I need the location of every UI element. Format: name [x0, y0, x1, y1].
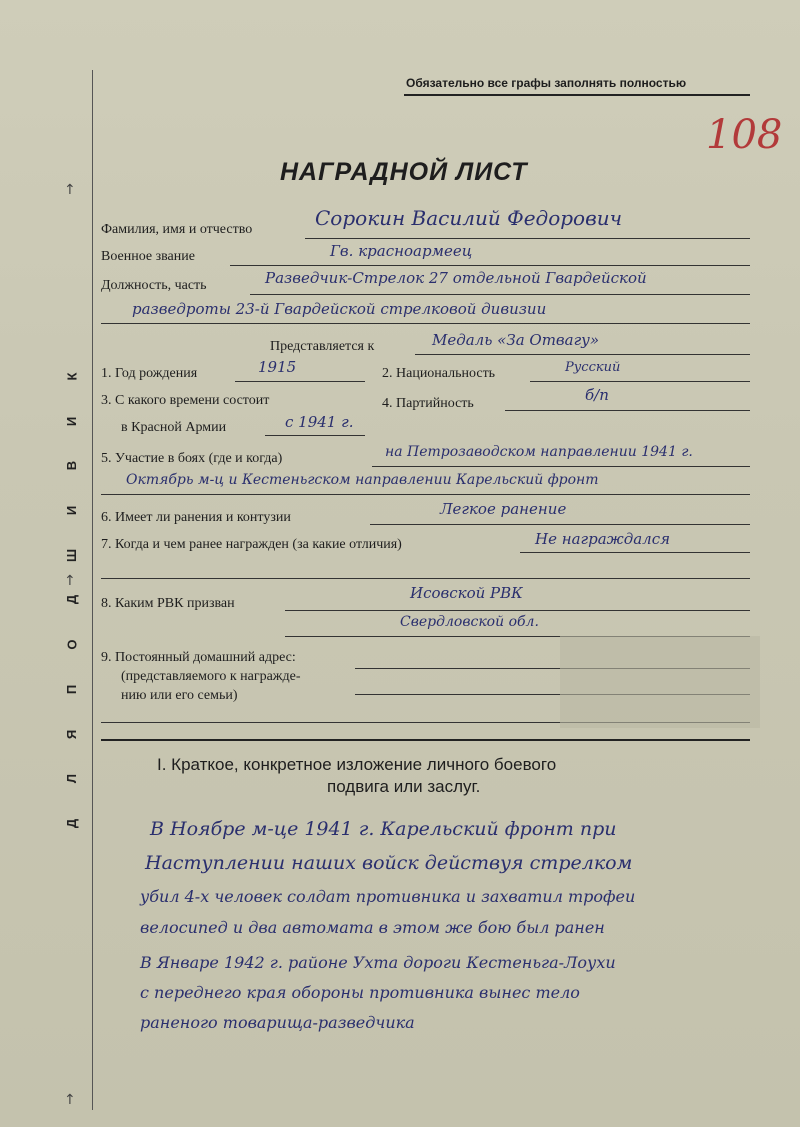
page-title: НАГРАДНОЙ ЛИСТ [280, 158, 528, 186]
battles-value-1: на Петрозаводском направлении 1941 г. [385, 444, 693, 460]
sheet-number: 108 [706, 112, 783, 158]
redacted-area [560, 636, 760, 728]
side-letter: П [64, 684, 80, 694]
narrative-line: убил 4-х человек солдат противника и захватил трофеи [140, 887, 636, 906]
awards-label: 7. Когда и чем ранее награжден (за какие отличия) [101, 537, 402, 552]
section-heading-2: подвига или заслуг. [327, 777, 481, 796]
side-letter: Л [64, 774, 80, 784]
address-label-3: нию или его семьи) [121, 688, 238, 703]
party-label: 4. Партийность [382, 396, 474, 411]
rvk-value-1: Исовской РВК [410, 584, 523, 602]
side-letter: И [64, 416, 80, 426]
side-letter: О [64, 639, 80, 650]
awards-line-2 [101, 578, 750, 579]
service-line [265, 435, 365, 436]
position-line-1 [250, 294, 750, 295]
address-label-2: (представляемого к награжде- [121, 669, 301, 684]
service-label-2: в Красной Армии [121, 420, 227, 435]
nation-label: 2. Национальность [382, 366, 496, 381]
nation-value: Русский [565, 360, 621, 375]
narrative-line: велосипед и два автомата в этом же бою был ранен [140, 918, 605, 937]
battles-label: 5. Участие в боях (где и когда) [101, 451, 283, 466]
binding-mark: ↑ [64, 1092, 76, 1108]
narrative-line: с переднего края обороны противника вынес тело [140, 983, 580, 1002]
margin-line [92, 70, 93, 1110]
rvk-value-2: Свердловской обл. [400, 614, 539, 630]
name-value: Сорокин Василий Федорович [315, 206, 623, 230]
position-value-1: Разведчик-Стрелок 27 отдельной Гвардейской [265, 269, 647, 287]
presented-value: Медаль «За Отвагу» [432, 331, 600, 349]
wounds-line [370, 524, 750, 525]
narrative-line: Наступлении наших войск действуя стрелком [145, 852, 633, 874]
side-letter: Я [64, 729, 80, 739]
section-rule [101, 739, 750, 741]
battles-line-1 [372, 466, 750, 467]
awards-value: Не награждался [535, 530, 671, 548]
nation-line [530, 381, 750, 382]
header-rule [404, 94, 750, 96]
rank-label: Военное звание [101, 249, 195, 264]
awards-line-1 [520, 552, 750, 553]
wounds-value: Легкое ранение [440, 500, 567, 518]
side-letter: И [64, 505, 80, 516]
narrative-line: В Январе 1942 г. районе Ухта дороги Кестеньга-Лоухи [140, 953, 616, 972]
binding-mark: ↑ [64, 573, 76, 589]
battles-value-2: Октябрь м-ц и Кестеньгском направлении Карельский фронт [126, 472, 599, 488]
wounds-label: 6. Имеет ли ранения и контузии [101, 510, 291, 525]
presented-label: Представляется к [270, 339, 375, 354]
name-label: Фамилия, имя и отчество [101, 222, 253, 237]
side-letter: В [64, 461, 80, 471]
name-line [305, 238, 750, 239]
party-value: б/п [585, 386, 609, 404]
rvk-label: 8. Каким РВК призван [101, 596, 235, 611]
section-heading-1: I. Краткое, конкретное изложение личного боевого [157, 755, 557, 774]
header-note: Обязательно все графы заполнять полностью [406, 76, 687, 90]
side-letter: К [64, 372, 80, 381]
rank-line [230, 265, 750, 266]
position-line-2 [101, 323, 750, 324]
birth-label: 1. Год рождения [101, 366, 198, 381]
birth-value: 1915 [258, 358, 297, 376]
battles-line-2 [101, 494, 750, 495]
side-text [54, 370, 90, 830]
service-label-1: 3. С какого времени состоит [101, 393, 270, 408]
service-value: с 1941 г. [285, 413, 354, 431]
binding-mark: ↑ [64, 182, 76, 198]
position-value-2: разведроты 23-й Гвардейской стрелковой дивизии [132, 300, 547, 318]
rvk-line-1 [285, 610, 750, 611]
presented-line [415, 354, 750, 355]
position-label: Должность, часть [101, 278, 207, 293]
side-letter: Д [64, 818, 80, 829]
rank-value: Гв. красноармеец [330, 242, 473, 260]
narrative-line: В Ноябре м-це 1941 г. Карельский фронт при [150, 818, 617, 840]
side-letter: Ш [64, 548, 80, 562]
side-letter: Д [64, 595, 80, 605]
birth-line [235, 381, 365, 382]
narrative-line: раненого товарища-разведчика [140, 1013, 415, 1032]
party-line [505, 410, 750, 411]
address-label-1: 9. Постоянный домашний адрес: [101, 650, 296, 665]
